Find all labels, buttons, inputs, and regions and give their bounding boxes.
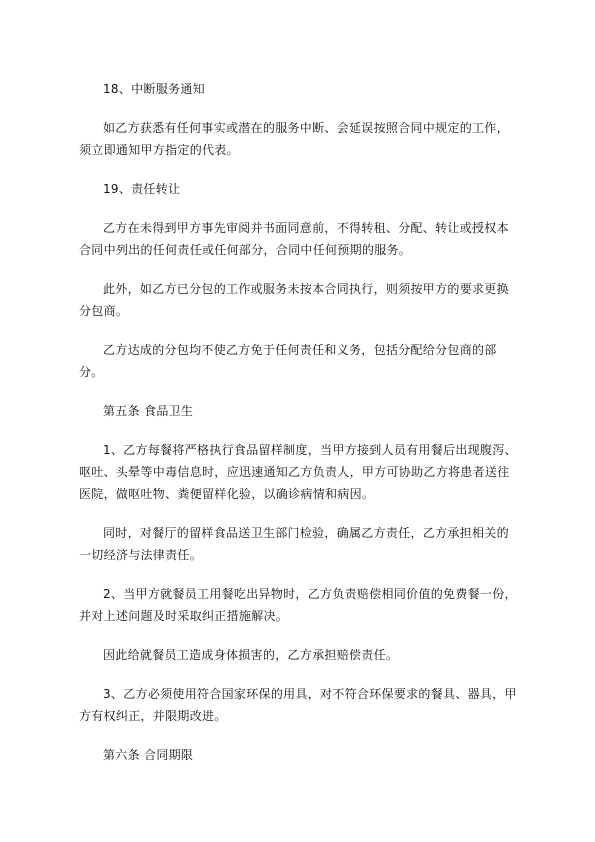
paragraph-responsibility-transfer: 乙方在未得到甲方事先审阅并书面同意前，不得转租、分配、转让或授权本合同中列出的任何责任或任何部分，合同中任何预期的服务。 xyxy=(79,221,509,257)
paragraph-sample-inspection: 同时，对餐厅的留样食品送卫生部门检验，确属乙方责任，乙方承担相关的一切经济与法律责任。 xyxy=(79,526,509,562)
section-heading-19: 19、责任转让 xyxy=(103,182,181,196)
section-heading-18: 18、中断服务通知 xyxy=(103,82,205,96)
paragraph-injury-compensation: 因此给就餐员工造成身体损害的，乙方承担赔偿责任。 xyxy=(103,648,399,662)
article-heading-6: 第六条 合同期限 xyxy=(103,748,194,762)
paragraph-eco-utensils: 3、乙方必须使用符合国家环保的用具，对不符合环保要求的餐具、器具，甲方有权纠正，并限期改进。 xyxy=(79,687,517,723)
paragraph-foreign-object: 2、当甲方就餐员工用餐吃出异物时，乙方负责赔偿相同价值的免费餐一份，并对上述问题及时采取纠正措施解决。 xyxy=(79,587,517,623)
document-body xyxy=(79,78,519,766)
paragraph-subcontractor-replacement: 此外，如乙方已分包的工作或服务未按本合同执行，则须按甲方的要求更换分包商。 xyxy=(79,282,509,318)
paragraph-service-interruption: 如乙方获悉有任何事实或潜在的服务中断、会延误按照合同中规定的工作，须立即通知甲方指定的代表。 xyxy=(79,121,509,157)
paragraph-subcontract-liability: 乙方达成的分包均不使乙方免于任何责任和义务，包括分配给分包商的部分。 xyxy=(79,343,497,379)
article-heading-5: 第五条 食品卫生 xyxy=(103,404,194,418)
paragraph-food-sample-system: 1、乙方每餐将严格执行食品留样制度，当甲方接到人员有用餐后出现腹泻、呕吐、头晕等中毒信息时，应迅速通知乙方负责人，甲方可协助乙方将患者送往医院，做呕吐物、粪便留样化验，以确诊病情和病因。 xyxy=(79,443,517,501)
